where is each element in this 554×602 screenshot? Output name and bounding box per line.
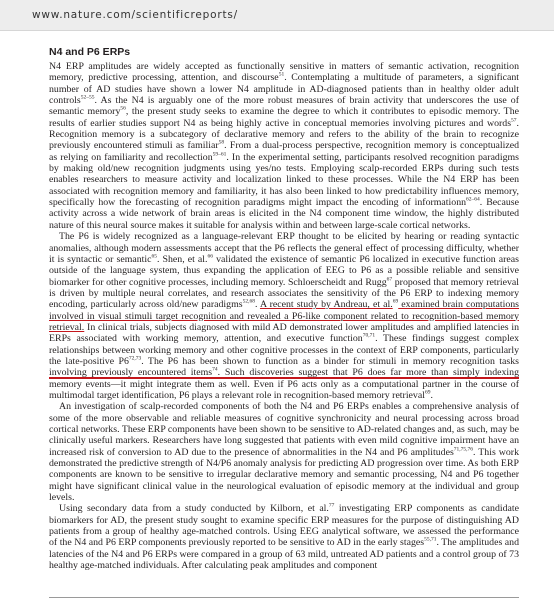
citation-superscript[interactable]: 52–55: [80, 94, 95, 101]
text-run: . In the experimental setting, participants resolved recognition paradigms by making old/new recognition judgments using yes/no tests. Employing scalp-recorded ERPs during such tests enables researchers to measure activity and localization linked to these processes. While the N4 ERP has been associated with recognition memory and familiarity, it has also been linked to how predictability influences memory, specifically how the forecasting of recognition paradigms might impact the encoding of informationn: [49, 151, 520, 209]
page-bottom-rule: [49, 597, 519, 598]
citation-superscript[interactable]: 56: [120, 106, 126, 113]
citation-superscript[interactable]: 67: [386, 276, 393, 283]
text-run: N4 ERP amplitudes are widely accepted as functionally sensitive in matters of semantic activation, recognition memory, predictive processing, attention, and discourse: [49, 61, 519, 84]
text-run: Using secondary data from a study conducted by Kilborn, et al.: [59, 503, 329, 515]
citation-superscript[interactable]: 69: [392, 298, 399, 305]
text-run: The P6 is widely recognized as a language-relevant ERP thought to be elicited by hearing or reading syntactic anomalies, although modern assessments accept that the P6 reflects the general effect of processing difficulty, whether it is syntactic or semantic: [49, 231, 519, 265]
text-run: . The P6 has been shown to function as a binder for stimuli in memory recognition tasks involving previously encountered items: [49, 355, 519, 379]
text-run: .: [430, 389, 433, 401]
highlighted-text: examined brain computations involved in visual stimuli target recognition and revealed a P6-like component related to recognition-based memory retrieval.: [49, 299, 519, 333]
citation-superscript[interactable]: 71,75,76: [453, 446, 474, 453]
citation-superscript[interactable]: 72,73: [128, 355, 142, 362]
citation-superscript[interactable]: 52,68: [242, 298, 255, 305]
highlighted-text: A recent study by Andreau, et al.: [259, 299, 393, 311]
text-run: . These findings suggest complex relationships between working memory and other cognitive processes in the context of ERP components, particularly the late-positive P6: [49, 333, 520, 367]
citation-superscript[interactable]: 74: [212, 367, 218, 373]
text-run: . The amplitudes and latencies of the N4 and P6 ERPs were compared in a group of 63 mild, untreated AD patients and a control group of 73 healthy age-matched individuals. After calculating peak amplitudes and component: [49, 537, 519, 572]
section-heading: N4 and P6 ERPs: [49, 46, 131, 58]
citation-superscript[interactable]: 57: [511, 117, 517, 124]
text-run: . This work demonstrated the predictive strength of N4/P6 anomaly analysis for predicting AD progression over time. As both ERP components are known to be sensitive to irregular declarative memory and semantic processing, N4 and P6 together might have significant clinical value in the neurological evaluation of episodic memory at the individual and group levels.: [49, 446, 519, 504]
paragraph-secondary-data: [49, 503, 519, 571]
text-run: . Such discoveries suggest that P6 does far more than simply indexing memory events—it might integrate them as well. Even if P6 acts only as a computational partner in the course of multimodal target identification, P6 plays a relevant role in recognition-based memory retrieval: [49, 367, 519, 401]
citation-superscript[interactable]: 69: [424, 389, 431, 396]
paragraph-n4-p6-investigation: [49, 401, 519, 503]
citation-superscript[interactable]: 70,71: [362, 332, 376, 339]
text-run: . From a dual-process perspective, recognition memory is conceptualized as relying on familiarity and recollection: [49, 140, 519, 163]
text-run: , the present study seeks to examine the degree to which it contributes to episodic memory. The results of earlier studies support N4 as being highly active in conceptual memories involving pictures and words: [49, 106, 519, 129]
citation-superscript[interactable]: 58: [218, 140, 225, 147]
paragraph-n4: [49, 61, 519, 231]
text-run: investigating ERP components as candidate biomarkers for AD, the present study sought to examine specific ERP measures for the purpose of distinguishing AD patients from a group of healthy age-matched controls. Using EEG analytical software, we assessed the performance of the N4 and P6 ERP components previously reported to be sensitive to AD in the early stages: [49, 503, 520, 549]
text-run: .: [254, 299, 260, 311]
citation-superscript[interactable]: 62–64: [466, 196, 480, 203]
text-run: In clinical trials, subjects diagnosed with mild AD demonstrated lower amplitudes and amplified latencies in ERPs associated with working memory, attention, and executive function: [49, 321, 519, 345]
text-run: . Contemplating a multitude of parameters, a significant number of AD studies have shown a lower N4 amplitude in AD-diagnosed patients than in healthy older adult controls: [49, 72, 519, 107]
article-body: [49, 46, 519, 571]
text-run: proposed that memory retrieval is driven by multiple neural correlates, and research associates the sensitivity of the P6 ERP to indexing memory encoding, particularly across old/new paradigms: [49, 276, 519, 311]
citation-superscript[interactable]: 65: [151, 253, 157, 260]
citation-superscript[interactable]: 77: [328, 503, 335, 510]
text-run: An investigation of scalp-recorded components of both the N4 and P6 ERPs enables a comprehensive analysis of some of the more observable and reliable measures of cognitive synchronicity and neural processing across broad cortical networks. These ERP components have been shown to be sensitive to AD-related changes and, as such, may be clinically useful markers. Researchers have long suggested that patients with even mild cognitive impairment have an increased risk of conversion to AD due to the presence of abnormalities in the N4 and P6 amplitudes: [49, 401, 519, 458]
highlight-underline: [49, 377, 519, 379]
text-run: . As the N4 is arguably one of the more robust measures of brain activity that underscores the use of semantic memory: [49, 95, 519, 118]
text-run: validated the existence of semantic P6 localized in executive function areas outside of the language system, thus expanding the application of EEG to P6 as a possible reliable and sensitive biomarker for other cognitive processes, including memory. Schloerscheidt and Rugg: [49, 253, 519, 288]
paragraph-p6: [49, 231, 519, 401]
citation-superscript[interactable]: 51: [278, 72, 285, 79]
text-run: . Because activity across a wide network of brain areas is elicited in the N4 component time window, the highly distributed nature of this neural source makes it suitable for analysis within and between large-scale cortical networks.: [49, 197, 520, 231]
citation-superscript[interactable]: 66: [207, 253, 213, 260]
browser-url-bar: [0, 0, 554, 31]
page-url: www.nature.com/scientificreports/: [32, 9, 239, 21]
text-run: . Shen, et al.: [157, 253, 208, 265]
citation-superscript[interactable]: 59–61: [212, 151, 227, 158]
citation-superscript[interactable]: 55,71: [424, 537, 437, 544]
text-run: . Recognition memory is a subcategory of declarative memory and refers to the ability of the brain to recognize previously encountered stimuli as familiar: [49, 117, 519, 152]
